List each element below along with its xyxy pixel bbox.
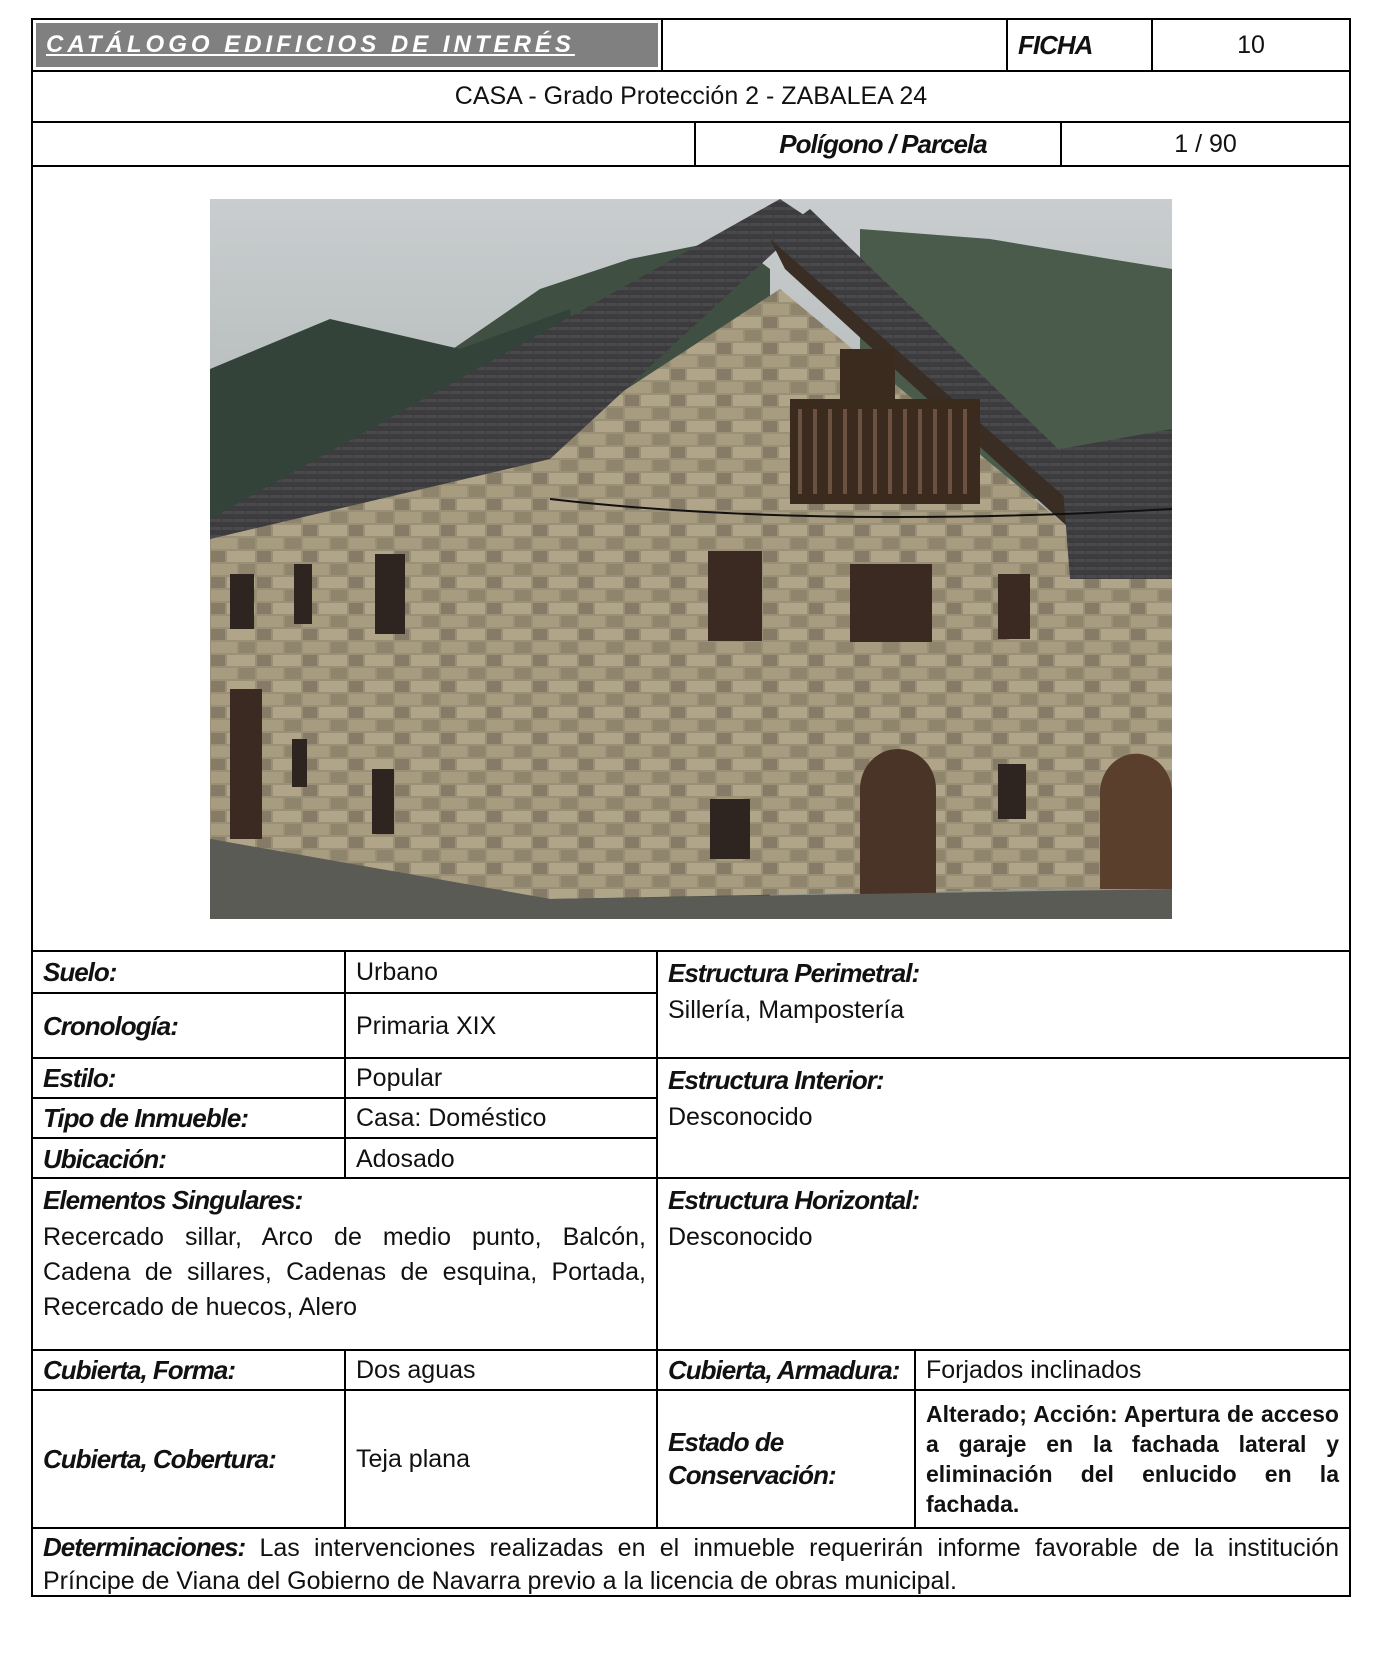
ubicacion-value: Adosado bbox=[356, 1144, 455, 1173]
catalog-title: CATÁLOGO EDIFICIOS DE INTERÉS bbox=[46, 31, 575, 58]
cub-forma-value: Dos aguas bbox=[346, 1351, 658, 1389]
determinaciones-value: Las intervenciones realizadas en el inmueble requerirán informe favorable de la institución Príncipe de Viana del Gobierno de Navarra previo a la licencia de obras municipal. bbox=[43, 1534, 1340, 1595]
block-cubierta-forma bbox=[31, 1351, 1351, 1391]
suelo-value: Urbano bbox=[356, 957, 438, 986]
estilo-value: Popular bbox=[356, 1063, 443, 1092]
elementos-value: Recercado sillar, Arco de medio punto, Balcón, Cadena de sillares, Cadenas de esquina, Portada, Recercado de huecos, Alero bbox=[43, 1223, 646, 1321]
tipo-label: Tipo de Inmueble: bbox=[33, 1099, 346, 1137]
est-horizontal-value: Desconocido bbox=[668, 1223, 813, 1251]
blank-poligono-cell bbox=[33, 123, 696, 165]
cronologia-label: Cronología: bbox=[33, 994, 346, 1059]
cub-cobertura-value: Teja plana bbox=[346, 1391, 658, 1527]
cub-armadura-value: Forjados inclinados bbox=[926, 1355, 1142, 1384]
photo-row bbox=[31, 167, 1351, 952]
estado-value: Alterado; Acción: Apertura de acceso a garaje en la fachada lateral y eliminación del enlucido en la fachada. bbox=[926, 1401, 1339, 1517]
estado-label: Estado de Conservación: bbox=[658, 1391, 916, 1527]
estilo-label: Estilo: bbox=[33, 1059, 346, 1097]
est-interior-label: Estructura Interior: bbox=[668, 1065, 884, 1095]
est-perimetral-label: Estructura Perimetral: bbox=[668, 958, 920, 988]
catalog-sheet bbox=[31, 18, 1351, 1597]
est-perimetral-value: Sillería, Mampostería bbox=[668, 996, 905, 1024]
block-elementos bbox=[31, 1179, 1351, 1351]
est-horizontal-label: Estructura Horizontal: bbox=[668, 1185, 920, 1215]
determinaciones bbox=[33, 1529, 1349, 1595]
block-determinaciones bbox=[31, 1529, 1351, 1597]
block-cobertura bbox=[31, 1391, 1351, 1529]
catalog-title-cell bbox=[33, 20, 663, 70]
suelo-label: Suelo: bbox=[33, 952, 346, 992]
cub-forma-label: Cubierta, Forma: bbox=[33, 1351, 346, 1389]
cronologia-value: Primaria XIX bbox=[356, 1012, 497, 1040]
subtitle-row bbox=[31, 72, 1351, 123]
block-estilo bbox=[31, 1059, 1351, 1179]
determinaciones-label: Determinaciones: bbox=[43, 1532, 246, 1562]
poligono-label: Polígono / Parcela bbox=[696, 123, 1062, 165]
poligono-value: 1 / 90 bbox=[1174, 129, 1237, 158]
ubicacion-label: Ubicación: bbox=[33, 1139, 346, 1179]
poligono-row bbox=[31, 123, 1351, 167]
stone-house-photo bbox=[210, 199, 1172, 919]
blank-header-cell bbox=[663, 20, 1008, 70]
block-suelo bbox=[31, 952, 1351, 1059]
cub-cobertura-label: Cubierta, Cobertura: bbox=[33, 1391, 346, 1527]
elementos-label: Elementos Singulares: bbox=[43, 1185, 303, 1215]
subtitle: CASA - Grado Protección 2 - ZABALEA 24 bbox=[454, 82, 928, 110]
header-row bbox=[31, 18, 1351, 72]
tipo-value: Casa: Doméstico bbox=[356, 1103, 547, 1132]
cub-armadura-label: Cubierta, Armadura: bbox=[658, 1351, 916, 1389]
est-interior-value: Desconocido bbox=[668, 1103, 813, 1131]
ficha-label: FICHA bbox=[1008, 20, 1153, 70]
ficha-number: 10 bbox=[1237, 30, 1265, 59]
